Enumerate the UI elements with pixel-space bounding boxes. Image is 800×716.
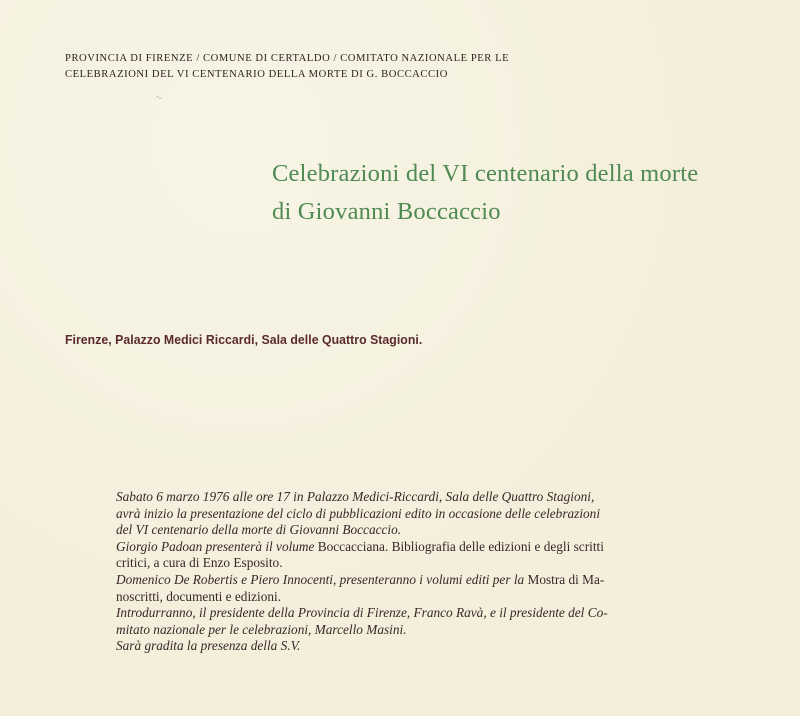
event-title (272, 155, 792, 231)
invitation-body (116, 489, 716, 655)
event-title-line-2: di Giovanni Boccaccio (272, 198, 501, 225)
body-line-6-italic: Domenico De Robertis e Piero Innocenti, presenteranno i volumi editi per la (116, 571, 528, 587)
event-title-line-1: Celebrazioni del VI centenario della morte (272, 160, 699, 187)
body-line-4 (116, 539, 716, 556)
paper-speck (156, 96, 162, 99)
organizers-line-1: PROVINCIA DI FIRENZE / COMUNE DI CERTALDO / COMITATO NAZIONALE PER LE (65, 53, 510, 64)
body-line-6 (116, 572, 716, 589)
body-line-2: avrà inizio la presentazione del ciclo di pubblicazioni edito in occasione delle celebrazioni (116, 505, 601, 521)
body-line-5: critici, a cura di Enzo Esposito. (116, 555, 283, 571)
body-line-4-italic: Giorgio Padoan presenterà il volume (116, 538, 318, 554)
venue-line: Firenze, Palazzo Medici Riccardi, Sala delle Quattro Stagioni. (65, 332, 423, 347)
body-line-8: Introdurranno, il presidente della Provincia di Firenze, Franco Ravà, e il presidente del Co- (116, 605, 608, 621)
body-line-10: Sarà gradita la presenza della S.V. (116, 638, 301, 654)
organizers-header (65, 51, 625, 83)
organizers-line-2: CELEBRAZIONI DEL VI CENTENARIO DELLA MORTE DI G. BOCCACCIO (65, 69, 448, 80)
body-line-7: noscritti, documenti e edizioni. (116, 588, 282, 604)
book-title-mostra: Mostra di Ma- (527, 571, 605, 587)
body-line-9: mitato nazionale per le celebrazioni, Marcello Masini. (116, 621, 407, 637)
book-title-boccacciana: Boccacciana. Bibliografia delle edizioni e degli scritti (317, 538, 604, 554)
body-line-1: Sabato 6 marzo 1976 alle ore 17 in Palazzo Medici-Riccardi, Sala delle Quattro Stagioni, (116, 489, 595, 504)
body-line-3: del VI centenario della morte di Giovanni Boccaccio. (116, 522, 402, 538)
